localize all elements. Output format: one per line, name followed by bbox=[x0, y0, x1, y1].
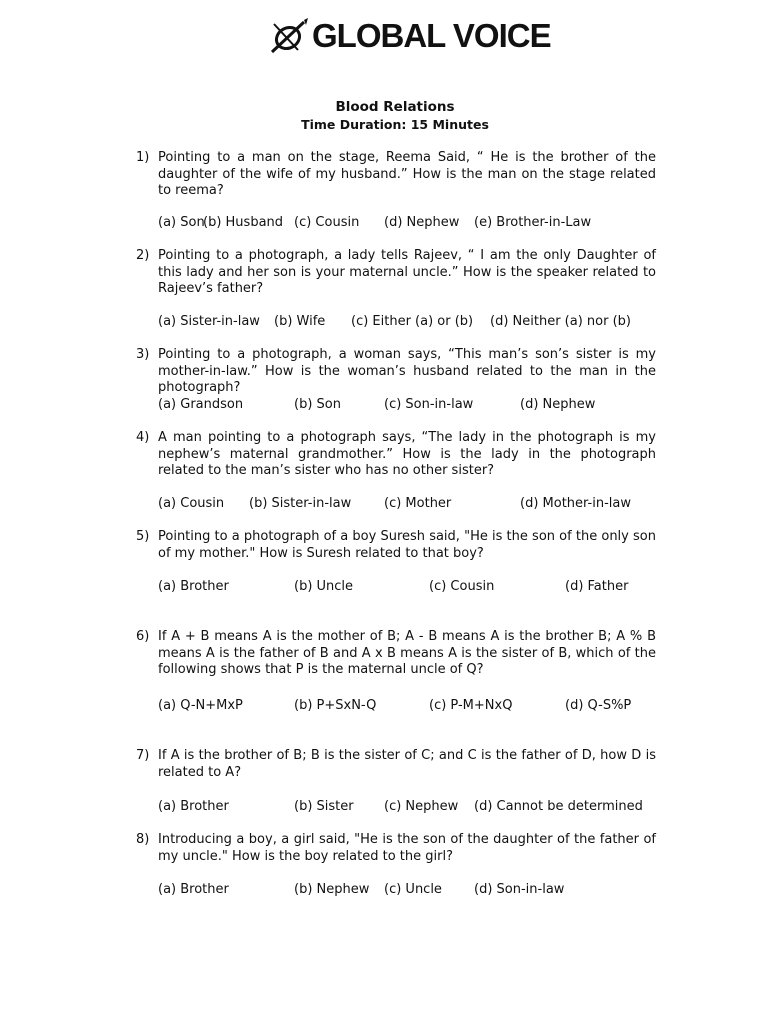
question-text: Introducing a boy, a girl said, "He is the son of the daughter of the father of my uncle." How is the boy related to the girl? bbox=[158, 832, 656, 864]
question-2 bbox=[136, 248, 656, 298]
option-a: (a) Brother bbox=[158, 579, 229, 594]
question-text: If A is the brother of B; B is the sister of C; and C is the father of D, how D is related to A? bbox=[158, 748, 656, 780]
logo-text: GLOBAL VOICE bbox=[312, 17, 551, 54]
option-a: (a) Brother bbox=[158, 882, 229, 897]
question-number: 6) bbox=[136, 629, 150, 644]
option-d: (d) Mother-in-law bbox=[520, 496, 631, 511]
option-b: (b) Wife bbox=[274, 314, 326, 329]
question-text: Pointing to a photograph of a boy Suresh said, "He is the son of the only son of my mother." How is Suresh related to that boy? bbox=[158, 529, 656, 561]
option-d: (d) Son-in-law bbox=[474, 882, 565, 897]
option-a: (a) Sister-in-law bbox=[158, 314, 260, 329]
option-c: (c) Cousin bbox=[429, 579, 495, 594]
option-e: (e) Brother-in-Law bbox=[474, 215, 592, 230]
question-number: 5) bbox=[136, 529, 150, 544]
option-c: (c) Uncle bbox=[384, 882, 442, 897]
option-b: (b) Uncle bbox=[294, 579, 354, 594]
question-number: 4) bbox=[136, 430, 150, 445]
question-6 bbox=[136, 629, 656, 679]
question-1 bbox=[136, 150, 656, 200]
option-c: (c) Nephew bbox=[384, 799, 459, 814]
option-b: (b) Sister bbox=[294, 799, 354, 814]
page-title: Blood Relations bbox=[335, 99, 455, 115]
option-c: (c) Either (a) or (b) bbox=[351, 314, 474, 329]
option-a: (a) Grandson bbox=[158, 397, 244, 412]
question-5 bbox=[136, 529, 656, 562]
question-number: 8) bbox=[136, 832, 150, 847]
question-number: 3) bbox=[136, 347, 150, 362]
option-c: (c) Son-in-law bbox=[384, 397, 474, 412]
question-text: A man pointing to a photograph says, “The lady in the photograph is my nephew’s maternal grandmother.” How is the lady in the photograph related to the man’s sister who has no other sister? bbox=[158, 430, 656, 479]
option-a: (a) Q-N+MxP bbox=[158, 698, 243, 713]
crossed-arrows-circle-icon bbox=[268, 16, 310, 56]
option-d: (d) Neither (a) nor (b) bbox=[490, 314, 631, 329]
question-text: Pointing to a photograph, a lady tells Rajeev, “ I am the only Daughter of this lady and her son is your maternal uncle.” How is the speaker related to Rajeev’s father? bbox=[158, 248, 656, 297]
question-text: Pointing to a man on the stage, Reema Said, “ He is the brother of the daughter of the wife of my husband.” How is the man on the stage related to reema? bbox=[158, 150, 656, 199]
option-a: (a) Cousin bbox=[158, 496, 225, 511]
option-b: (b) Husband bbox=[203, 215, 284, 230]
question-7 bbox=[136, 748, 656, 781]
question-8 bbox=[136, 832, 656, 865]
option-d: (d) Cannot be determined bbox=[474, 799, 643, 814]
page-subtitle: Time Duration: 15 Minutes bbox=[301, 117, 489, 132]
option-a: (a) Brother bbox=[158, 799, 229, 814]
option-b: (b) Nephew bbox=[294, 882, 370, 897]
option-c: (c) P-M+NxQ bbox=[429, 698, 513, 713]
question-text: Pointing to a photograph, a woman says, “This man’s son’s sister is my mother-in-law.” How is the woman’s husband related to the man in the photograph? bbox=[158, 347, 656, 396]
option-d: (d) Father bbox=[565, 579, 629, 594]
question-4 bbox=[136, 430, 656, 480]
question-text: If A + B means A is the mother of B; A - B means A is the brother B; A % B means A is the father of B and A x B means A is the sister of B, which of the following shows that P is the maternal uncle of Q? bbox=[158, 629, 656, 678]
option-d: (d) Nephew bbox=[520, 397, 596, 412]
option-d: (d) Nephew bbox=[384, 215, 460, 230]
logo bbox=[268, 14, 551, 58]
option-c: (c) Mother bbox=[384, 496, 452, 511]
option-d: (d) Q-S%P bbox=[565, 698, 632, 713]
question-number: 7) bbox=[136, 748, 150, 763]
option-b: (b) P+SxN-Q bbox=[294, 698, 377, 713]
question-number: 1) bbox=[136, 150, 150, 165]
option-c: (c) Cousin bbox=[294, 215, 360, 230]
question-number: 2) bbox=[136, 248, 150, 263]
question-3 bbox=[136, 347, 656, 397]
option-b: (b) Sister-in-law bbox=[249, 496, 352, 511]
option-b: (b) Son bbox=[294, 397, 341, 412]
option-a: (a) Son bbox=[158, 215, 205, 230]
